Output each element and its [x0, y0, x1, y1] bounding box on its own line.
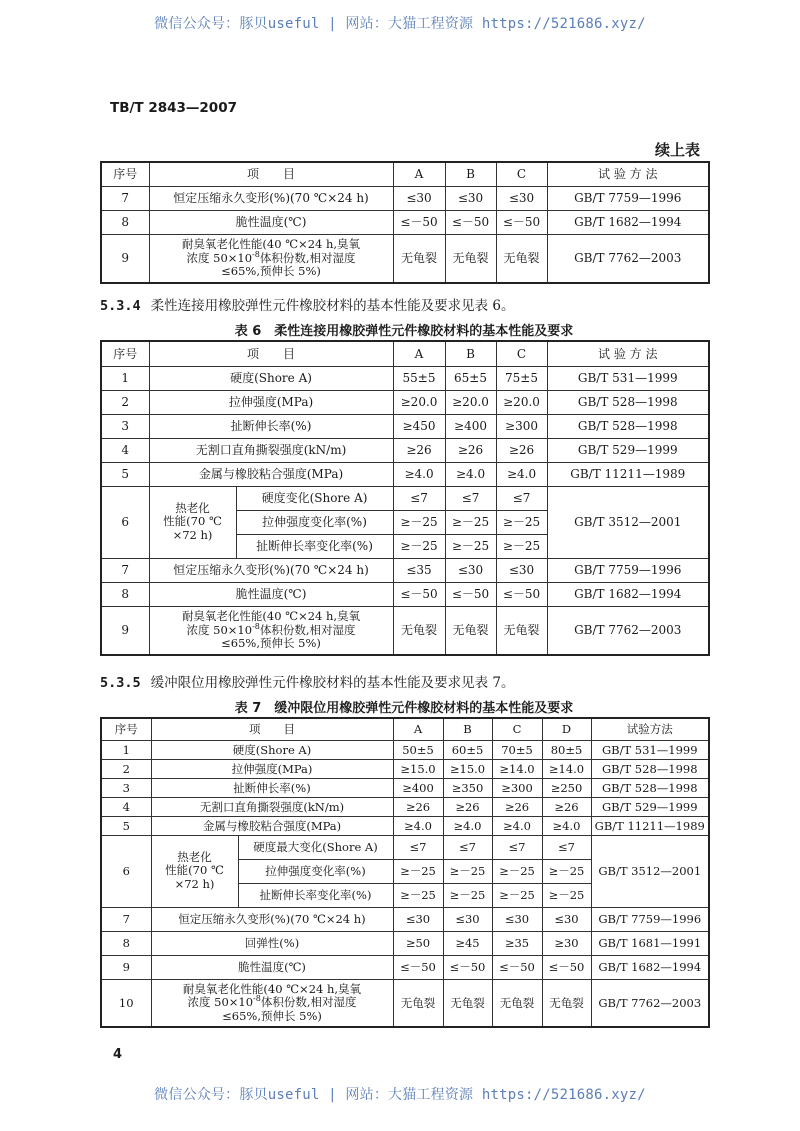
cell-item: 脆性温度(℃): [149, 582, 393, 606]
table-row: [101, 907, 709, 931]
cell-no: 8: [101, 582, 149, 606]
cell-c: ≥－25: [492, 859, 542, 883]
header-cell: B: [445, 341, 496, 366]
header-cell: 试 验 方 法: [547, 162, 709, 186]
cell-item: 金属与橡胶粘合强度(MPa): [149, 462, 393, 486]
cell-c: ≥－25: [492, 883, 542, 907]
cell-c: ≥35: [492, 931, 542, 955]
table-row: [101, 979, 709, 1027]
table6-caption: 表 6 柔性连接用橡胶弹性元件橡胶材料的基本性能及要求: [234, 324, 574, 339]
cell-b: ≥20.0: [445, 390, 496, 414]
cell-item: 回弹性(%): [151, 931, 393, 955]
cell-no: 5: [101, 816, 151, 835]
cell-c: ≥26: [496, 438, 547, 462]
cell-b: ≥400: [445, 414, 496, 438]
cell-c: ≤－50: [496, 210, 547, 234]
cell-method: GB/T 528—1998: [591, 778, 709, 797]
cell-no: 5: [101, 462, 149, 486]
cell-no: 9: [101, 234, 149, 283]
cell-method: GB/T 7762—2003: [591, 979, 709, 1027]
table-6: [100, 340, 710, 656]
table-row: [101, 486, 709, 510]
section-5-3-5: 5.3.5 缓冲限位用橡胶弹性元件橡胶材料的基本性能及要求见表 7。: [100, 675, 515, 691]
cell-item: 扯断伸长率(%): [149, 414, 393, 438]
cell-a: ≤－50: [393, 955, 443, 979]
cell-c: ≤30: [492, 907, 542, 931]
cell-d: ≥250: [542, 778, 591, 797]
cell-c: ≥－25: [496, 534, 547, 558]
cell-subitem: 拉伸强度变化率(%): [236, 510, 393, 534]
cell-method: GB/T 531—1999: [591, 740, 709, 759]
table-header-row: [101, 341, 709, 366]
cell-a: ≥－25: [393, 534, 445, 558]
cell-a: ≤30: [393, 907, 443, 931]
cell-item: 拉伸强度(MPa): [149, 390, 393, 414]
cell-d: ≥4.0: [542, 816, 591, 835]
cell-no: 4: [101, 438, 149, 462]
cell-b: ≥350: [443, 778, 492, 797]
cell-item: 耐臭氧老化性能(40 ℃×24 h,臭氧 浓度 $50\times 10^{-8}$体积份数,相对湿度 ≤65%,预伸长 5%): [151, 979, 393, 1027]
cell-a: 无龟裂: [393, 979, 443, 1027]
header-cell: A: [393, 718, 443, 740]
cell-item: 拉伸强度(MPa): [151, 759, 393, 778]
cell-a: ≥26: [393, 438, 445, 462]
header-cell: 序号: [101, 162, 149, 186]
cell-d: 80±5: [542, 740, 591, 759]
cell-method: GB/T 7759—1996: [547, 558, 709, 582]
cell-method: GB/T 1682—1994: [591, 955, 709, 979]
header-cell: C: [496, 341, 547, 366]
cell-b: ≤30: [445, 558, 496, 582]
cell-item: 恒定压缩永久变形(%)(70 ℃×24 h): [151, 907, 393, 931]
cell-subitem: 硬度最大变化(Shore A): [238, 835, 393, 859]
cell-subitem: 硬度变化(Shore A): [236, 486, 393, 510]
cell-no: 2: [101, 390, 149, 414]
cell-c: ≥4.0: [492, 816, 542, 835]
cell-a: 55±5: [393, 366, 445, 390]
cell-method: GB/T 7762—2003: [547, 234, 709, 283]
cell-b: ≤7: [445, 486, 496, 510]
cell-method: GB/T 7759—1996: [547, 186, 709, 210]
cell-item: 硬度(Shore A): [151, 740, 393, 759]
cell-method: GB/T 3512—2001: [591, 835, 709, 907]
cell-a: ≥15.0: [393, 759, 443, 778]
cell-a: ≤35: [393, 558, 445, 582]
cell-b: ≥26: [445, 438, 496, 462]
cell-no: 9: [101, 955, 151, 979]
cell-no: 2: [101, 759, 151, 778]
cell-b: ≥－25: [445, 510, 496, 534]
cell-no: 9: [101, 606, 149, 655]
cell-c: ≥20.0: [496, 390, 547, 414]
table-row: [101, 797, 709, 816]
header-cell: C: [492, 718, 542, 740]
cell-c: ≤30: [496, 558, 547, 582]
cell-method: GB/T 11211—1989: [547, 462, 709, 486]
cell-a: 无龟裂: [393, 606, 445, 655]
cell-group: 热老化 性能(70 ℃ ×72 h): [149, 486, 236, 558]
cell-b: 无龟裂: [443, 979, 492, 1027]
cell-group: 热老化 性能(70 ℃ ×72 h): [151, 835, 238, 907]
header-cell: D: [542, 718, 591, 740]
cell-method: GB/T 528—1998: [547, 414, 709, 438]
table-row: [101, 390, 709, 414]
cell-item: 无割口直角撕裂强度(kN/m): [149, 438, 393, 462]
cell-method: GB/T 3512—2001: [547, 486, 709, 558]
header-cell: C: [496, 162, 547, 186]
cell-no: 10: [101, 979, 151, 1027]
table-row: [101, 955, 709, 979]
cell-no: 1: [101, 366, 149, 390]
cell-b: ≤－50: [445, 210, 496, 234]
continued-table: [100, 161, 710, 284]
header-cell: A: [393, 162, 445, 186]
cell-a: ≥4.0: [393, 462, 445, 486]
cell-b: ≥4.0: [443, 816, 492, 835]
table-row: [101, 366, 709, 390]
cell-d: ≥－25: [542, 883, 591, 907]
cell-d: ≤7: [542, 835, 591, 859]
header-cell: 项 目: [151, 718, 393, 740]
cell-b: ≤30: [443, 907, 492, 931]
table-row: [101, 210, 709, 234]
cell-no: 7: [101, 558, 149, 582]
table-row: [101, 778, 709, 797]
cell-b: ≥26: [443, 797, 492, 816]
cell-item: 扯断伸长率(%): [151, 778, 393, 797]
cell-b: ≤30: [445, 186, 496, 210]
cell-b: ≥－25: [445, 534, 496, 558]
section-5-3-4: 5.3.4 柔性连接用橡胶弹性元件橡胶材料的基本性能及要求见表 6。: [100, 298, 515, 314]
cell-d: ≤30: [542, 907, 591, 931]
cell-method: GB/T 7762—2003: [547, 606, 709, 655]
cell-b: 无龟裂: [445, 606, 496, 655]
cell-c: ≤7: [496, 486, 547, 510]
cell-c: ≤－50: [496, 582, 547, 606]
watermark-bottom: 微信公众号：豚贝useful | 网站：大猫工程资源 https://521686.xyz/: [154, 1087, 646, 1103]
cell-item: 恒定压缩永久变形(%)(70 ℃×24 h): [149, 558, 393, 582]
cell-c: ≥4.0: [496, 462, 547, 486]
cell-a: ≥－25: [393, 883, 443, 907]
cell-method: GB/T 528—1998: [547, 390, 709, 414]
header-cell: A: [393, 341, 445, 366]
table-row: [101, 438, 709, 462]
cell-b: 65±5: [445, 366, 496, 390]
header-cell: 序号: [101, 718, 151, 740]
cell-no: 3: [101, 414, 149, 438]
cell-method: GB/T 1681—1991: [591, 931, 709, 955]
cell-d: ≥26: [542, 797, 591, 816]
cell-item: 耐臭氧老化性能(40 ℃×24 h,臭氧 浓度 $50\times 10^{-8}$体积份数,相对湿度 ≤65%,预伸长 5%): [149, 606, 393, 655]
table-row: [101, 740, 709, 759]
cell-method: GB/T 531—1999: [547, 366, 709, 390]
cell-item: 无割口直角撕裂强度(kN/m): [151, 797, 393, 816]
cell-d: ≥30: [542, 931, 591, 955]
cell-c: ≤30: [496, 186, 547, 210]
cell-no: 7: [101, 186, 149, 210]
cell-a: ≥20.0: [393, 390, 445, 414]
watermark-top: 微信公众号：豚贝useful | 网站：大猫工程资源 https://521686.xyz/: [154, 16, 646, 32]
header-cell: 项 目: [149, 341, 393, 366]
cell-method: GB/T 7759—1996: [591, 907, 709, 931]
table-row: [101, 558, 709, 582]
cell-a: ≥50: [393, 931, 443, 955]
cell-a: ≤－50: [393, 210, 445, 234]
cell-method: GB/T 1682—1994: [547, 210, 709, 234]
cell-d: ≥－25: [542, 859, 591, 883]
cell-subitem: 扯断伸长率变化率(%): [236, 534, 393, 558]
cell-b: ≥－25: [443, 883, 492, 907]
table-row: [101, 759, 709, 778]
cell-b: ≤7: [443, 835, 492, 859]
cell-c: ≥14.0: [492, 759, 542, 778]
cell-b: ≥－25: [443, 859, 492, 883]
cell-b: 60±5: [443, 740, 492, 759]
cell-method: GB/T 1682—1994: [547, 582, 709, 606]
header-cell: 试 验 方 法: [547, 341, 709, 366]
cell-no: 6: [101, 835, 151, 907]
header-cell: 项 目: [149, 162, 393, 186]
table-header-row: [101, 718, 709, 740]
cell-b: ≥45: [443, 931, 492, 955]
cell-item: 恒定压缩永久变形(%)(70 ℃×24 h): [149, 186, 393, 210]
cell-no: 8: [101, 210, 149, 234]
cell-no: 7: [101, 907, 151, 931]
cell-b: 无龟裂: [445, 234, 496, 283]
cell-method: GB/T 529—1999: [547, 438, 709, 462]
cell-item: 脆性温度(℃): [149, 210, 393, 234]
table-row: [101, 414, 709, 438]
table7-caption: 表 7 缓冲限位用橡胶弹性元件橡胶材料的基本性能及要求: [234, 701, 574, 716]
cell-item: 金属与橡胶粘合强度(MPa): [151, 816, 393, 835]
cell-item: 脆性温度(℃): [151, 955, 393, 979]
cell-method: GB/T 11211—1989: [591, 816, 709, 835]
table-row: [101, 816, 709, 835]
table-row: [101, 234, 709, 283]
table-row: [101, 582, 709, 606]
header-cell: B: [443, 718, 492, 740]
header-cell: B: [445, 162, 496, 186]
cell-a: ≤7: [393, 835, 443, 859]
cell-item: 耐臭氧老化性能(40 ℃×24 h,臭氧 浓度 $50\times 10^{-8}$体积份数,相对湿度 ≤65%,预伸长 5%): [149, 234, 393, 283]
cell-method: GB/T 529—1999: [591, 797, 709, 816]
cell-d: 无龟裂: [542, 979, 591, 1027]
cell-a: 50±5: [393, 740, 443, 759]
cell-subitem: 扯断伸长率变化率(%): [238, 883, 393, 907]
cell-c: ≥300: [496, 414, 547, 438]
cell-b: ≥15.0: [443, 759, 492, 778]
cell-a: ≥450: [393, 414, 445, 438]
table-header-row: [101, 162, 709, 186]
cell-a: ≥400: [393, 778, 443, 797]
cell-c: 70±5: [492, 740, 542, 759]
cell-a: 无龟裂: [393, 234, 445, 283]
cell-a: ≤7: [393, 486, 445, 510]
page-number: 4: [113, 1047, 123, 1062]
cell-b: ≥4.0: [445, 462, 496, 486]
cell-no: 6: [101, 486, 149, 558]
cell-b: ≤－50: [445, 582, 496, 606]
table-row: [101, 462, 709, 486]
cell-c: ≤－50: [492, 955, 542, 979]
standard-code: TB/T 2843—2007: [110, 100, 237, 116]
table-row: [101, 186, 709, 210]
cell-c: 无龟裂: [492, 979, 542, 1027]
cell-item: 硬度(Shore A): [149, 366, 393, 390]
cell-no: 3: [101, 778, 151, 797]
table-row: [101, 835, 709, 859]
cell-c: ≥－25: [496, 510, 547, 534]
cell-c: 无龟裂: [496, 234, 547, 283]
cell-c: ≤7: [492, 835, 542, 859]
cell-c: ≥300: [492, 778, 542, 797]
cell-a: ≤30: [393, 186, 445, 210]
cell-no: 1: [101, 740, 151, 759]
cell-c: 75±5: [496, 366, 547, 390]
cell-c: 无龟裂: [496, 606, 547, 655]
cell-b: ≤－50: [443, 955, 492, 979]
cell-c: ≥26: [492, 797, 542, 816]
table-row: [101, 931, 709, 955]
cell-d: ≤－50: [542, 955, 591, 979]
continued-table-label: 续上表: [654, 141, 700, 159]
table-7: [100, 717, 710, 1028]
cell-a: ≤－50: [393, 582, 445, 606]
cell-a: ≥－25: [393, 859, 443, 883]
cell-a: ≥4.0: [393, 816, 443, 835]
cell-method: GB/T 528—1998: [591, 759, 709, 778]
cell-subitem: 拉伸强度变化率(%): [238, 859, 393, 883]
cell-a: ≥－25: [393, 510, 445, 534]
cell-d: ≥14.0: [542, 759, 591, 778]
cell-a: ≥26: [393, 797, 443, 816]
cell-no: 4: [101, 797, 151, 816]
header-cell: 试验方法: [591, 718, 709, 740]
header-cell: 序号: [101, 341, 149, 366]
cell-no: 8: [101, 931, 151, 955]
table-row: [101, 606, 709, 655]
